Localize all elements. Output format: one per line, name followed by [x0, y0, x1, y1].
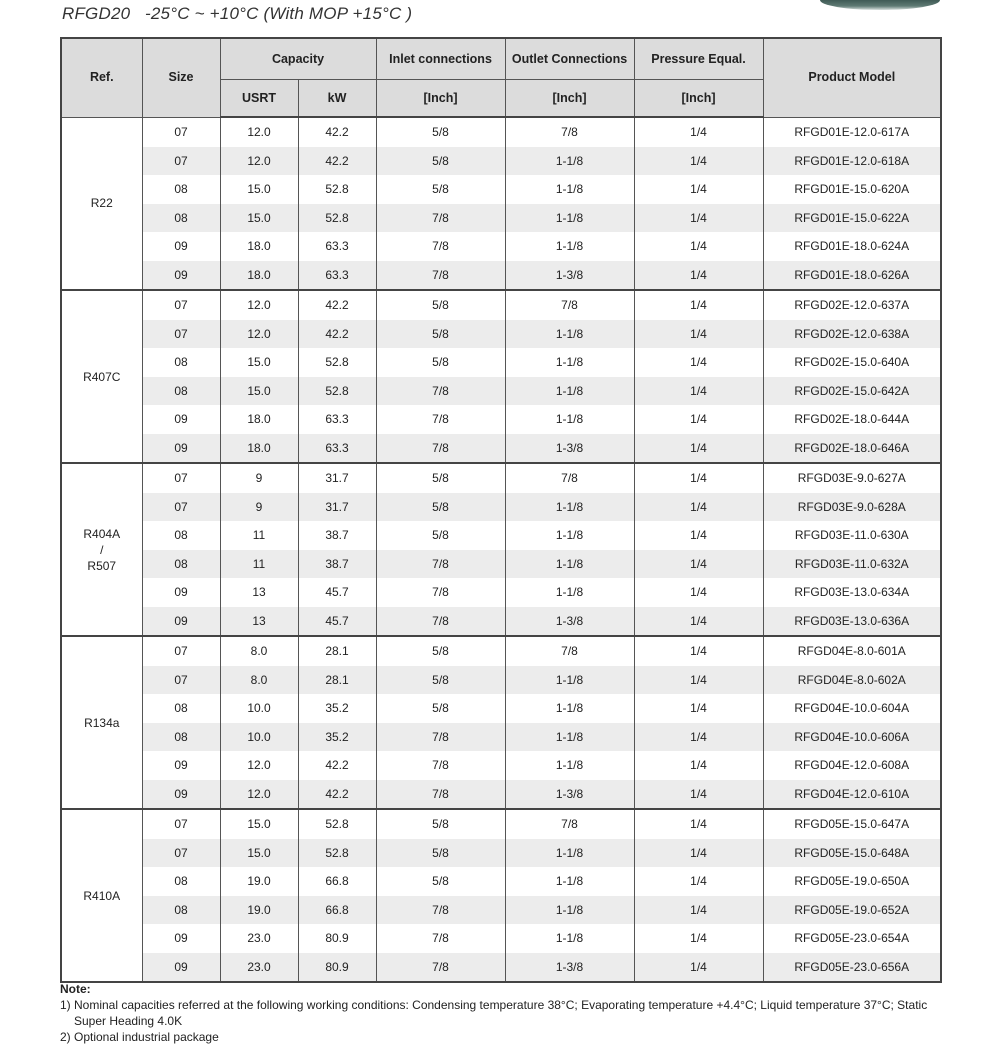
kw-cell: 63.3 — [298, 261, 376, 291]
table-row — [61, 578, 941, 607]
table-row — [61, 867, 941, 896]
model-cell: RFGD01E-15.0-622A — [763, 204, 941, 233]
table-row — [61, 493, 941, 522]
table-row — [61, 896, 941, 925]
pressure-cell: 1/4 — [634, 261, 763, 291]
product-image-fragment — [820, 0, 940, 10]
model-cell: RFGD03E-13.0-636A — [763, 607, 941, 637]
outlet-cell: 1-1/8 — [505, 377, 634, 406]
size-cell: 09 — [142, 261, 220, 291]
outlet-cell: 1-1/8 — [505, 839, 634, 868]
table-row — [61, 290, 941, 320]
usrt-cell: 15.0 — [220, 809, 298, 839]
model-cell: RFGD02E-18.0-646A — [763, 434, 941, 464]
model-cell: RFGD05E-15.0-648A — [763, 839, 941, 868]
pressure-cell: 1/4 — [634, 666, 763, 695]
table-row — [61, 232, 941, 261]
model-cell: RFGD03E-13.0-634A — [763, 578, 941, 607]
header-pressure: Pressure Equal. — [634, 38, 763, 80]
size-cell: 09 — [142, 607, 220, 637]
pressure-cell: 1/4 — [634, 434, 763, 464]
size-cell: 09 — [142, 780, 220, 810]
table-row — [61, 780, 941, 810]
table-row — [61, 666, 941, 695]
table-row — [61, 147, 941, 176]
inlet-cell: 5/8 — [376, 694, 505, 723]
outlet-cell: 1-1/8 — [505, 578, 634, 607]
pressure-cell: 1/4 — [634, 723, 763, 752]
pressure-cell: 1/4 — [634, 290, 763, 320]
size-cell: 09 — [142, 578, 220, 607]
outlet-cell: 1-1/8 — [505, 493, 634, 522]
size-cell: 07 — [142, 290, 220, 320]
model-cell: RFGD02E-15.0-642A — [763, 377, 941, 406]
size-cell: 08 — [142, 377, 220, 406]
usrt-cell: 11 — [220, 521, 298, 550]
kw-cell: 42.2 — [298, 117, 376, 147]
pressure-cell: 1/4 — [634, 377, 763, 406]
table-row — [61, 117, 941, 147]
size-cell: 09 — [142, 924, 220, 953]
model-cell: RFGD03E-9.0-627A — [763, 463, 941, 493]
size-cell: 07 — [142, 809, 220, 839]
inlet-cell: 5/8 — [376, 636, 505, 666]
model-cell: RFGD05E-23.0-656A — [763, 953, 941, 983]
table-row — [61, 924, 941, 953]
kw-cell: 42.2 — [298, 780, 376, 810]
model-cell: RFGD03E-11.0-632A — [763, 550, 941, 579]
model-cell: RFGD05E-15.0-647A — [763, 809, 941, 839]
outlet-cell: 1-1/8 — [505, 666, 634, 695]
header-inlet-unit: [Inch] — [376, 80, 505, 118]
pressure-cell: 1/4 — [634, 320, 763, 349]
pressure-cell: 1/4 — [634, 493, 763, 522]
usrt-cell: 8.0 — [220, 636, 298, 666]
outlet-cell: 1-3/8 — [505, 434, 634, 464]
model-cell: RFGD04E-10.0-604A — [763, 694, 941, 723]
inlet-cell: 7/8 — [376, 751, 505, 780]
kw-cell: 80.9 — [298, 953, 376, 983]
pressure-cell: 1/4 — [634, 694, 763, 723]
model-cell: RFGD05E-23.0-654A — [763, 924, 941, 953]
inlet-cell: 5/8 — [376, 117, 505, 147]
kw-cell: 66.8 — [298, 867, 376, 896]
model-cell: RFGD04E-8.0-601A — [763, 636, 941, 666]
size-cell: 08 — [142, 867, 220, 896]
pressure-cell: 1/4 — [634, 348, 763, 377]
size-cell: 07 — [142, 117, 220, 147]
kw-cell: 31.7 — [298, 463, 376, 493]
usrt-cell: 18.0 — [220, 405, 298, 434]
size-cell: 07 — [142, 463, 220, 493]
pressure-cell: 1/4 — [634, 550, 763, 579]
table-body — [61, 117, 941, 982]
pressure-cell: 1/4 — [634, 867, 763, 896]
kw-cell: 63.3 — [298, 232, 376, 261]
size-cell: 08 — [142, 694, 220, 723]
table-row — [61, 839, 941, 868]
usrt-cell: 23.0 — [220, 924, 298, 953]
inlet-cell: 7/8 — [376, 607, 505, 637]
size-cell: 09 — [142, 232, 220, 261]
table-row — [61, 320, 941, 349]
model-cell: RFGD02E-18.0-644A — [763, 405, 941, 434]
inlet-cell: 7/8 — [376, 434, 505, 464]
size-cell: 07 — [142, 493, 220, 522]
usrt-cell: 12.0 — [220, 751, 298, 780]
size-cell: 09 — [142, 434, 220, 464]
inlet-cell: 7/8 — [376, 405, 505, 434]
inlet-cell: 5/8 — [376, 348, 505, 377]
ref-cell: R134a — [61, 636, 142, 809]
inlet-cell: 5/8 — [376, 290, 505, 320]
size-cell: 08 — [142, 204, 220, 233]
page-title: RFGD20 -25°C ~ +10°C (With MOP +15°C ) — [62, 4, 413, 23]
inlet-cell: 5/8 — [376, 521, 505, 550]
outlet-cell: 1-1/8 — [505, 751, 634, 780]
pressure-cell: 1/4 — [634, 953, 763, 983]
usrt-cell: 18.0 — [220, 261, 298, 291]
table-row — [61, 175, 941, 204]
pressure-cell: 1/4 — [634, 636, 763, 666]
model-cell: RFGD05E-19.0-652A — [763, 896, 941, 925]
usrt-cell: 12.0 — [220, 117, 298, 147]
inlet-cell: 5/8 — [376, 463, 505, 493]
model-cell: RFGD03E-9.0-628A — [763, 493, 941, 522]
usrt-cell: 12.0 — [220, 290, 298, 320]
inlet-cell: 5/8 — [376, 320, 505, 349]
kw-cell: 52.8 — [298, 377, 376, 406]
usrt-cell: 11 — [220, 550, 298, 579]
header-kw: kW — [298, 80, 376, 118]
table-row — [61, 405, 941, 434]
kw-cell: 42.2 — [298, 751, 376, 780]
pressure-cell: 1/4 — [634, 117, 763, 147]
inlet-cell: 7/8 — [376, 232, 505, 261]
usrt-cell: 9 — [220, 493, 298, 522]
kw-cell: 66.8 — [298, 896, 376, 925]
size-cell: 07 — [142, 147, 220, 176]
header-ref: Ref. — [61, 38, 142, 117]
model-cell: RFGD04E-12.0-608A — [763, 751, 941, 780]
pressure-cell: 1/4 — [634, 147, 763, 176]
usrt-cell: 19.0 — [220, 867, 298, 896]
table-row — [61, 261, 941, 291]
kw-cell: 63.3 — [298, 434, 376, 464]
table-row — [61, 521, 941, 550]
pressure-cell: 1/4 — [634, 204, 763, 233]
usrt-cell: 15.0 — [220, 175, 298, 204]
outlet-cell: 1-1/8 — [505, 147, 634, 176]
table-row — [61, 694, 941, 723]
usrt-cell: 15.0 — [220, 204, 298, 233]
ref-cell: R404A / R507 — [61, 463, 142, 636]
pressure-cell: 1/4 — [634, 751, 763, 780]
header-inlet: Inlet connections — [376, 38, 505, 80]
header-size: Size — [142, 38, 220, 117]
outlet-cell: 7/8 — [505, 809, 634, 839]
inlet-cell: 5/8 — [376, 666, 505, 695]
outlet-cell: 7/8 — [505, 636, 634, 666]
kw-cell: 42.2 — [298, 290, 376, 320]
outlet-cell: 1-1/8 — [505, 521, 634, 550]
kw-cell: 42.2 — [298, 147, 376, 176]
size-cell: 08 — [142, 175, 220, 204]
pressure-cell: 1/4 — [634, 780, 763, 810]
table-row — [61, 953, 941, 983]
ref-cell: R410A — [61, 809, 142, 982]
model-cell: RFGD04E-12.0-610A — [763, 780, 941, 810]
notes-heading: Note: — [60, 982, 91, 996]
usrt-cell: 8.0 — [220, 666, 298, 695]
kw-cell: 63.3 — [298, 405, 376, 434]
kw-cell: 38.7 — [298, 550, 376, 579]
pressure-cell: 1/4 — [634, 521, 763, 550]
pressure-cell: 1/4 — [634, 924, 763, 953]
model-cell: RFGD04E-10.0-606A — [763, 723, 941, 752]
pressure-cell: 1/4 — [634, 405, 763, 434]
model-cell: RFGD02E-15.0-640A — [763, 348, 941, 377]
spec-table — [60, 37, 942, 983]
size-cell: 08 — [142, 550, 220, 579]
header-outlet: Outlet Connections — [505, 38, 634, 80]
table-row — [61, 348, 941, 377]
header-model: Product Model — [763, 38, 941, 117]
ref-cell: R407C — [61, 290, 142, 463]
inlet-cell: 5/8 — [376, 147, 505, 176]
table-row — [61, 204, 941, 233]
size-cell: 08 — [142, 521, 220, 550]
usrt-cell: 13 — [220, 578, 298, 607]
kw-cell: 35.2 — [298, 723, 376, 752]
kw-cell: 52.8 — [298, 839, 376, 868]
outlet-cell: 1-1/8 — [505, 723, 634, 752]
outlet-cell: 1-3/8 — [505, 953, 634, 983]
kw-cell: 52.8 — [298, 204, 376, 233]
size-cell: 07 — [142, 839, 220, 868]
inlet-cell: 5/8 — [376, 809, 505, 839]
size-cell: 07 — [142, 666, 220, 695]
outlet-cell: 1-3/8 — [505, 261, 634, 291]
header-outlet-unit: [Inch] — [505, 80, 634, 118]
kw-cell: 28.1 — [298, 636, 376, 666]
inlet-cell: 7/8 — [376, 723, 505, 752]
size-cell: 08 — [142, 896, 220, 925]
note-item: 2) Optional industrial package — [60, 1030, 219, 1044]
model-cell: RFGD01E-12.0-617A — [763, 117, 941, 147]
pressure-cell: 1/4 — [634, 463, 763, 493]
usrt-cell: 12.0 — [220, 147, 298, 176]
kw-cell: 38.7 — [298, 521, 376, 550]
usrt-cell: 10.0 — [220, 723, 298, 752]
inlet-cell: 5/8 — [376, 839, 505, 868]
kw-cell: 45.7 — [298, 578, 376, 607]
inlet-cell: 7/8 — [376, 924, 505, 953]
outlet-cell: 7/8 — [505, 117, 634, 147]
outlet-cell: 1-1/8 — [505, 232, 634, 261]
model-cell: RFGD05E-19.0-650A — [763, 867, 941, 896]
usrt-cell: 12.0 — [220, 320, 298, 349]
usrt-cell: 18.0 — [220, 434, 298, 464]
outlet-cell: 7/8 — [505, 463, 634, 493]
size-cell: 09 — [142, 751, 220, 780]
pressure-cell: 1/4 — [634, 896, 763, 925]
outlet-cell: 1-3/8 — [505, 780, 634, 810]
pressure-cell: 1/4 — [634, 607, 763, 637]
inlet-cell: 7/8 — [376, 261, 505, 291]
outlet-cell: 1-1/8 — [505, 924, 634, 953]
table-row — [61, 809, 941, 839]
kw-cell: 52.8 — [298, 809, 376, 839]
table-row — [61, 434, 941, 464]
inlet-cell: 7/8 — [376, 377, 505, 406]
kw-cell: 52.8 — [298, 348, 376, 377]
outlet-cell: 1-1/8 — [505, 694, 634, 723]
model-cell: RFGD01E-12.0-618A — [763, 147, 941, 176]
header-capacity: Capacity — [220, 38, 376, 80]
table-row — [61, 723, 941, 752]
kw-cell: 35.2 — [298, 694, 376, 723]
table-row — [61, 463, 941, 493]
inlet-cell: 5/8 — [376, 867, 505, 896]
outlet-cell: 1-1/8 — [505, 405, 634, 434]
model-cell: RFGD02E-12.0-638A — [763, 320, 941, 349]
usrt-cell: 15.0 — [220, 377, 298, 406]
size-cell: 07 — [142, 320, 220, 349]
table-row — [61, 751, 941, 780]
header-pressure-unit: [Inch] — [634, 80, 763, 118]
model-cell: RFGD01E-18.0-624A — [763, 232, 941, 261]
outlet-cell: 1-1/8 — [505, 320, 634, 349]
inlet-cell: 7/8 — [376, 780, 505, 810]
inlet-cell: 5/8 — [376, 493, 505, 522]
outlet-cell: 1-3/8 — [505, 607, 634, 637]
outlet-cell: 7/8 — [505, 290, 634, 320]
size-cell: 08 — [142, 723, 220, 752]
model-cell: RFGD04E-8.0-602A — [763, 666, 941, 695]
usrt-cell: 9 — [220, 463, 298, 493]
inlet-cell: 7/8 — [376, 578, 505, 607]
size-cell: 07 — [142, 636, 220, 666]
outlet-cell: 1-1/8 — [505, 896, 634, 925]
outlet-cell: 1-1/8 — [505, 175, 634, 204]
pressure-cell: 1/4 — [634, 839, 763, 868]
table-row — [61, 607, 941, 637]
inlet-cell: 7/8 — [376, 204, 505, 233]
ref-cell: R22 — [61, 117, 142, 290]
size-cell: 09 — [142, 953, 220, 983]
usrt-cell: 13 — [220, 607, 298, 637]
usrt-cell: 18.0 — [220, 232, 298, 261]
usrt-cell: 23.0 — [220, 953, 298, 983]
kw-cell: 80.9 — [298, 924, 376, 953]
usrt-cell: 19.0 — [220, 896, 298, 925]
pressure-cell: 1/4 — [634, 175, 763, 204]
usrt-cell: 12.0 — [220, 780, 298, 810]
pressure-cell: 1/4 — [634, 578, 763, 607]
table-row — [61, 550, 941, 579]
model-cell: RFGD02E-12.0-637A — [763, 290, 941, 320]
usrt-cell: 15.0 — [220, 348, 298, 377]
pressure-cell: 1/4 — [634, 809, 763, 839]
kw-cell: 31.7 — [298, 493, 376, 522]
table-row — [61, 636, 941, 666]
inlet-cell: 7/8 — [376, 953, 505, 983]
model-cell: RFGD01E-15.0-620A — [763, 175, 941, 204]
model-cell: RFGD01E-18.0-626A — [763, 261, 941, 291]
kw-cell: 28.1 — [298, 666, 376, 695]
outlet-cell: 1-1/8 — [505, 348, 634, 377]
outlet-cell: 1-1/8 — [505, 204, 634, 233]
notes — [60, 981, 954, 1045]
outlet-cell: 1-1/8 — [505, 550, 634, 579]
header-row-top — [61, 38, 941, 80]
size-cell: 09 — [142, 405, 220, 434]
usrt-cell: 10.0 — [220, 694, 298, 723]
model-cell: RFGD03E-11.0-630A — [763, 521, 941, 550]
note-item: 1) Nominal capacities referred at the following working conditions: Condensing temperature 38°C; Evaporating temperature +4.4°C; Liquid temperature 37°C; Static Super Heading 4.0K — [60, 998, 928, 1028]
usrt-cell: 15.0 — [220, 839, 298, 868]
kw-cell: 45.7 — [298, 607, 376, 637]
header-usrt: USRT — [220, 80, 298, 118]
size-cell: 08 — [142, 348, 220, 377]
kw-cell: 52.8 — [298, 175, 376, 204]
inlet-cell: 5/8 — [376, 175, 505, 204]
pressure-cell: 1/4 — [634, 232, 763, 261]
table-row — [61, 377, 941, 406]
inlet-cell: 7/8 — [376, 550, 505, 579]
kw-cell: 42.2 — [298, 320, 376, 349]
outlet-cell: 1-1/8 — [505, 867, 634, 896]
inlet-cell: 7/8 — [376, 896, 505, 925]
